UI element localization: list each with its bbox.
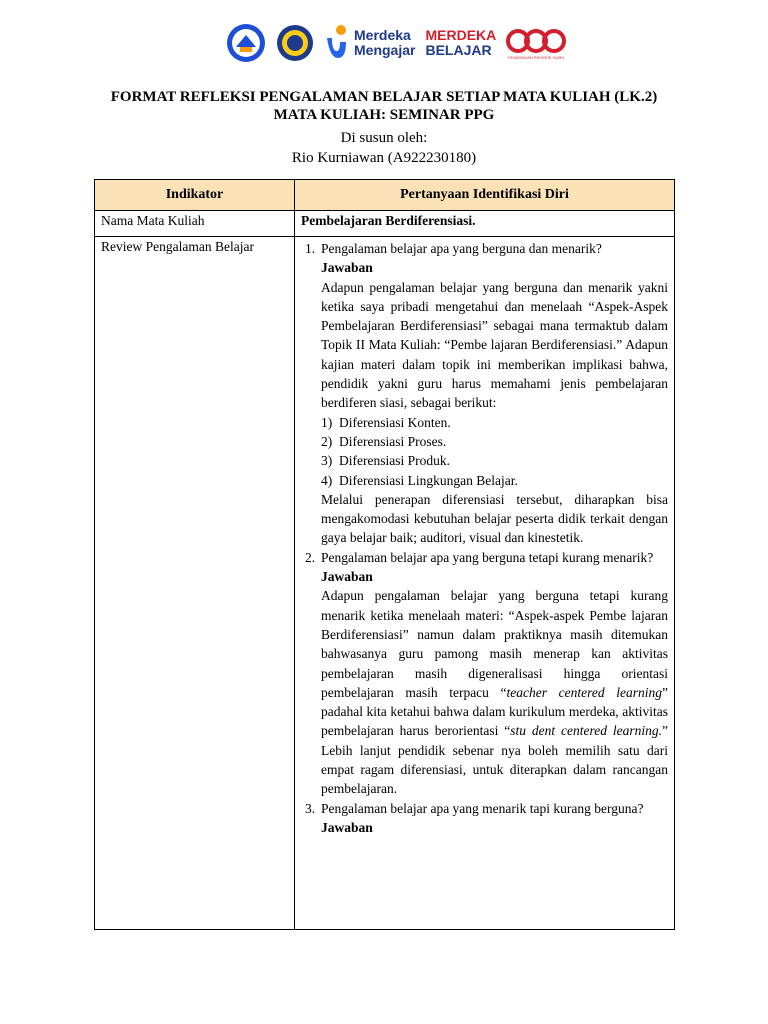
merdeka-belajar-line2: BELAJAR [425,42,492,58]
column-header-pertanyaan: Pertanyaan Identifikasi Diri [295,180,675,211]
ppg-logo [506,27,566,60]
question-1 [301,239,668,548]
logo-row [226,22,566,64]
merdeka-belajar-logo [425,28,496,58]
question-2 [301,548,668,799]
author-label: Di susun oleh: [340,130,428,146]
reflection-table [94,179,675,930]
document-title: FORMAT REFLEKSI PENGALAMAN BELAJAR SETIAP MATA KULIAH (LK.2) [110,89,658,105]
merdeka-belajar-line1: MERDEKA [425,27,497,43]
question-number: 3. [305,800,316,816]
list-item: 2) Diferensiasi Proses. [321,433,447,449]
table-row [95,211,675,237]
answer-paragraph: Melalui penerapan diferensiasi tersebut, diharapkan bisa mengakomodasi kebutuhan belajar peserta didik terkait dengan gaya belajar baik; auditori, visual dan kinestetik. [321,491,668,546]
list-item: 3) Diferensiasi Produk. [321,453,450,469]
review-cell [295,237,675,930]
answer-paragraph: Adapun pengalaman belajar yang berguna dan menarik yakni ketika saya pribadi mengetahui dan menelaah “Aspek-Aspek Pembelajaran Berdiferensiasi” sebagai mana termaktub dalam Topik II Mata Kuliah: “Pembe lajaran Berdiferensiasi.” Adapun kajian materi dalam topik ini memberikan implikasi bahwa, pendidik yakni guru harus memahami jenis pembelajaran berdiferen siasi, sebagai berikut: [321,279,668,411]
question-text: Pengalaman belajar apa yang menarik tapi kurang berguna? [321,800,644,816]
university-logo [276,23,314,63]
table-row [95,237,675,930]
merdeka-mengajar-line2: Mengajar [354,42,416,58]
column-header-indikator: Indikator [95,180,295,211]
question-text: Pengalaman belajar apa yang berguna dan menarik? [321,241,602,256]
question-3 [301,799,668,838]
answer-label: Jawaban [321,819,373,835]
list-item: 4) Diferensiasi Lingkungan Belajar. [321,472,518,488]
row-label-nama-mata-kuliah: Nama Mata Kuliah [95,211,295,237]
course-title: MATA KULIAH: SEMINAR PPG [273,107,495,123]
list-item: 1) Diferensiasi Konten. [321,414,451,430]
course-name-value: Pembelajaran Berdiferensiasi. [301,213,476,228]
question-text: Pengalaman belajar apa yang berguna tetapi kurang menarik? [321,549,654,565]
answer-paragraph: Adapun pengalaman belajar yang berguna tetapi kurang menarik ketika menelaah materi: “Aspek-aspek Pembe lajaran Berdiferensiasi” namun dalam praktiknya masih ditemukan bahwasanya guru pamong masih menerap kan aktivitas pembelajaran masih digeneralisasi hingga orientasi pembelajaran masih terpacu “teacher centered learning” padahal kita ketahui bahwa dalam kurikulum merdeka, aktivitas pembelajaran harus berorientasi “stu dent centered learning.” Lebih lanjut pendidik sebenar nya boleh memilih satu dari empat ragam diferensiasi, untuk diterapkan dalam rancangan pembelajaran. [321,588,668,797]
ppg-caption: PENDIDIKAN PROFESI GURU [508,54,565,60]
question-number: 1. [305,241,316,256]
answer-label: Jawaban [321,260,373,276]
row-label-review: Review Pengalaman Belajar [95,237,295,930]
author-name: Rio Kurniawan (A922230180) [291,150,477,166]
table-header-row [95,180,675,211]
answer-label: Jawaban [321,569,373,585]
kemendikbud-logo [226,23,266,63]
merdeka-mengajar-line1: Merdeka [354,27,411,43]
merdeka-mengajar-logo [324,24,415,62]
question-number: 2. [305,549,316,565]
